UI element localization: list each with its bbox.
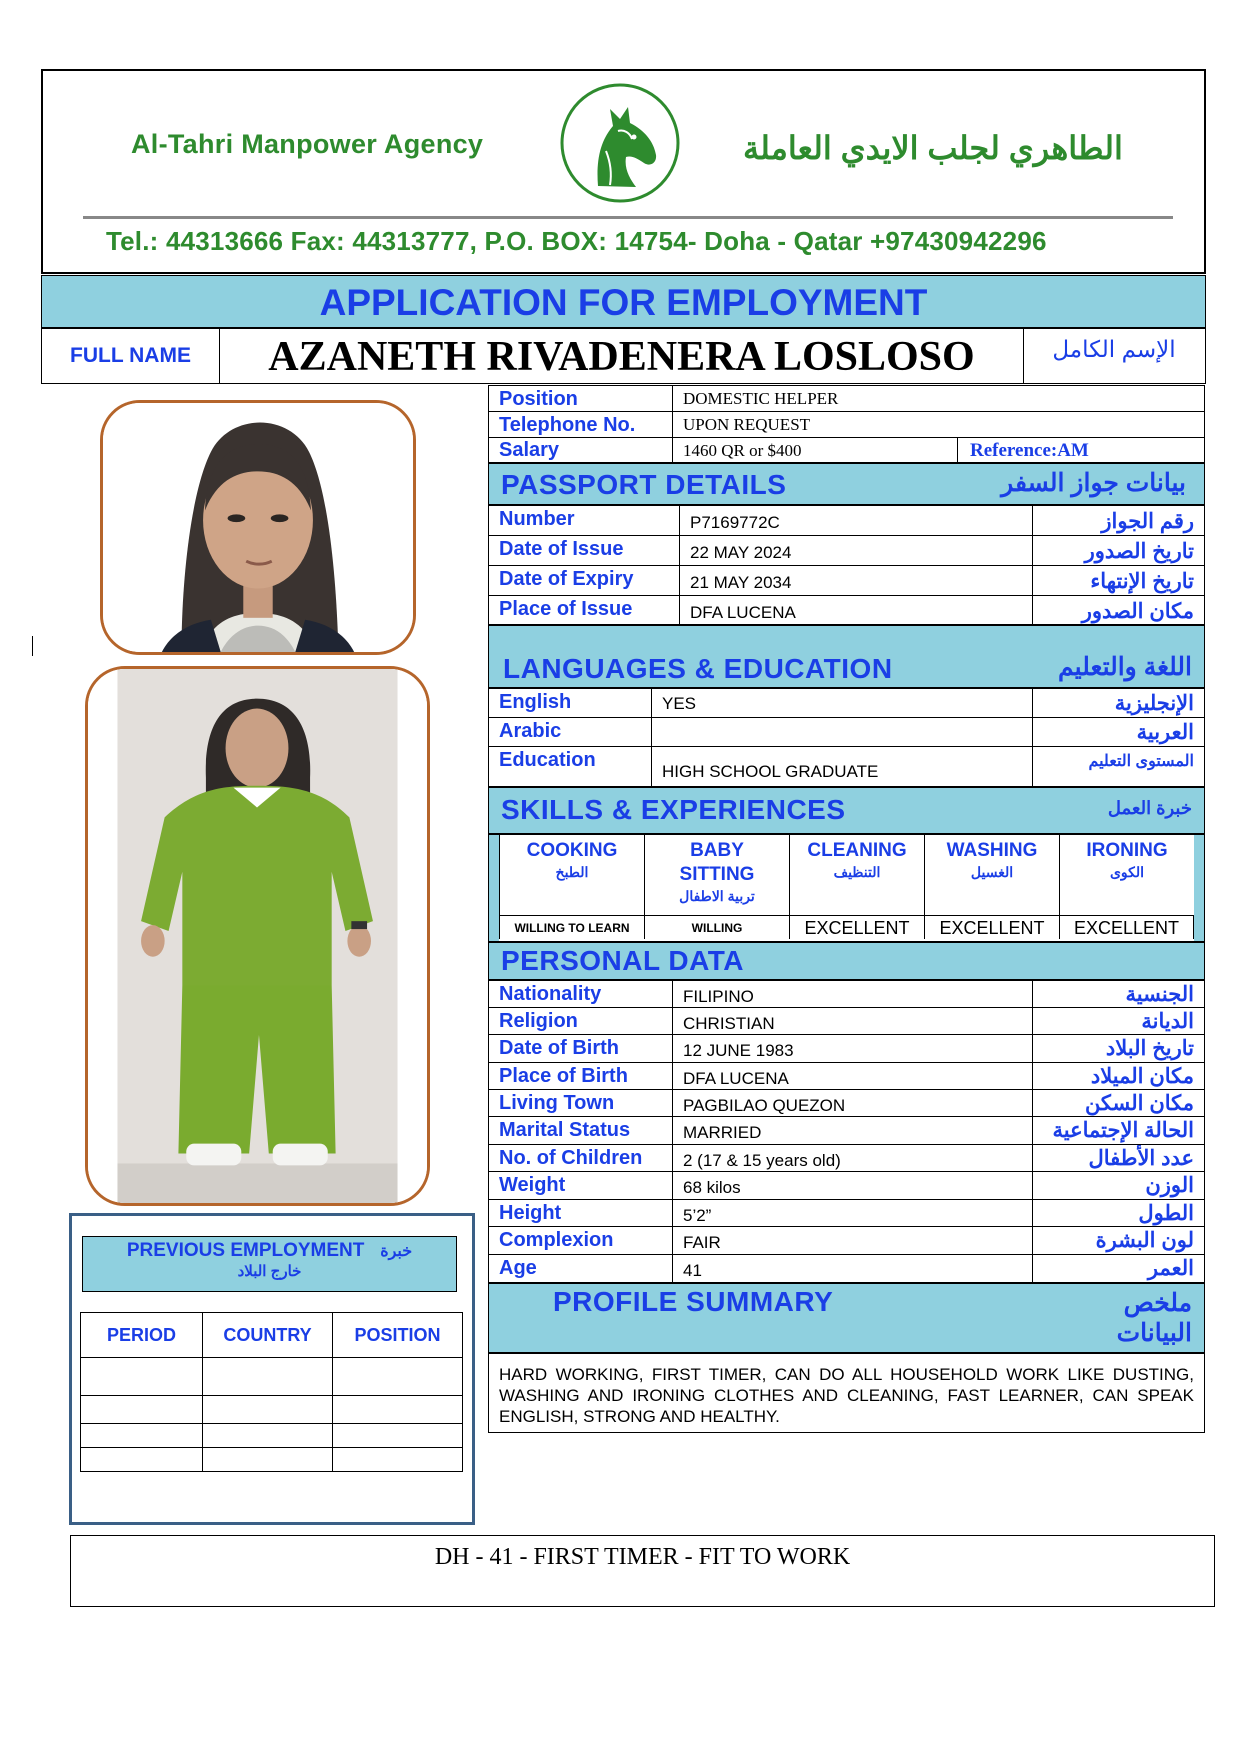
personal-title: PERSONAL DATA — [501, 945, 744, 976]
telephone-value: UPON REQUEST — [672, 412, 1204, 437]
date-of-birth-label-ar: تاريخ البلاد — [1032, 1035, 1204, 1062]
table-divider — [81, 1447, 462, 1448]
table-row — [489, 506, 1204, 536]
table-row — [489, 718, 1204, 747]
nationality-label: Nationality — [499, 983, 602, 1005]
table-row — [489, 566, 1204, 596]
table-row — [489, 1255, 1204, 1283]
marital-status-label-ar: الحالة الإجتماعية — [1032, 1117, 1204, 1144]
passport-section-header — [488, 463, 1205, 505]
children-value: 2 (17 & 15 years old) — [672, 1145, 1032, 1171]
stray-mark — [32, 636, 33, 656]
age-label: Age — [499, 1257, 537, 1279]
salary-label: Salary — [499, 439, 560, 461]
table-row — [489, 1008, 1204, 1035]
table-row — [489, 1063, 1204, 1090]
height-value: 5’2” — [672, 1200, 1032, 1226]
education-label: Education — [499, 749, 596, 771]
table-row — [489, 689, 1204, 718]
table-row — [489, 438, 1204, 463]
column-country: COUNTRY — [202, 1313, 332, 1357]
date-of-expiry-label: Date of Expiry — [499, 568, 634, 590]
passport-number-label-ar: رقم الجواز — [1032, 506, 1204, 535]
previous-employment-box — [69, 1213, 475, 1525]
languages-section-header — [488, 625, 1205, 688]
table-row — [489, 1035, 1204, 1063]
skill-cleaning — [789, 835, 924, 915]
arabic-value — [651, 718, 1032, 746]
full-name-label: FULL NAME — [42, 329, 220, 383]
table-row — [489, 386, 1204, 412]
date-of-birth-label: Date of Birth — [499, 1037, 619, 1059]
skills-grid — [499, 835, 1194, 941]
skill-name: COOKING — [526, 840, 618, 861]
passport-title-ar: بيانات جواز السفر — [1001, 469, 1186, 497]
passport-title: PASSPORT DETAILS — [501, 469, 787, 500]
living-town-label: Living Town — [499, 1092, 615, 1114]
skill-name: WASHING — [946, 840, 1038, 861]
passport-number-value: P7169772C — [679, 506, 1032, 535]
skills-title: SKILLS & EXPERIENCES — [501, 794, 846, 825]
religion-value: CHRISTIAN — [672, 1008, 1032, 1034]
english-label: English — [499, 691, 572, 713]
full-name-row — [41, 328, 1206, 384]
profile-title-ar-1: ملخص — [1123, 1289, 1192, 1317]
skill-name: IRONING — [1086, 840, 1168, 861]
complexion-label-ar: لون البشرة — [1032, 1227, 1204, 1254]
place-of-issue-label: Place of Issue — [499, 598, 633, 620]
previous-employment-title-ar-2: خارج البلاد — [237, 1263, 302, 1280]
living-town-value: PAGBILAO QUEZON — [672, 1090, 1032, 1116]
table-divider — [81, 1357, 462, 1358]
position-value: DOMESTIC HELPER — [672, 386, 1204, 411]
skills-title-ar: خبرة العمل — [1107, 798, 1192, 818]
date-of-birth-value: 12 JUNE 1983 — [672, 1035, 1032, 1062]
skill-name: CLEANING — [807, 840, 907, 861]
profile-title: PROFILE SUMMARY — [553, 1286, 834, 1317]
english-label-ar: الإنجليزية — [1032, 689, 1204, 717]
languages-title: LANGUAGES & EDUCATION — [503, 653, 893, 684]
skill-name-ar: الكوى — [1109, 864, 1145, 880]
complexion-label: Complexion — [499, 1229, 614, 1251]
portrait-photo — [100, 400, 416, 655]
religion-label-ar: الديانة — [1032, 1008, 1204, 1034]
skill-level-cooking: WILLING TO LEARN — [499, 915, 644, 939]
passport-number-label: Number — [499, 508, 575, 530]
table-row — [489, 981, 1204, 1008]
telephone-label: Telephone No. — [499, 414, 636, 436]
skill-name-ar: الطبخ — [555, 864, 589, 880]
skill-name: BABY — [690, 840, 744, 861]
date-of-issue-value: 22 MAY 2024 — [679, 536, 1032, 565]
date-of-expiry-label-ar: تاريخ الإنتهاء — [1032, 566, 1204, 595]
nationality-value: FILIPINO — [672, 981, 1032, 1007]
header-divider — [83, 216, 1173, 219]
weight-value: 68 kilos — [672, 1172, 1032, 1199]
agency-name-en: Al-Tahri Manpower Agency — [131, 129, 484, 159]
marital-status-value: MARRIED — [672, 1117, 1032, 1144]
living-town-label-ar: مكان السكن — [1032, 1090, 1204, 1116]
nationality-label-ar: الجنسية — [1032, 981, 1204, 1007]
children-label: No. of Children — [499, 1147, 643, 1169]
personal-section-header — [488, 942, 1205, 980]
place-of-birth-label: Place of Birth — [499, 1065, 628, 1087]
previous-employment-header — [82, 1236, 457, 1292]
column-position: POSITION — [332, 1313, 462, 1357]
agency-name-ar: الطاهري لجلب الايدي العاملة — [743, 130, 1123, 166]
table-divider — [81, 1395, 462, 1396]
skill-level-baby-sitting: WILLING — [644, 915, 789, 939]
job-info-table — [488, 385, 1205, 463]
complexion-value: FAIR — [672, 1227, 1032, 1254]
skill-cooking — [499, 835, 644, 915]
skill-washing — [924, 835, 1059, 915]
skill-level-cleaning: EXCELLENT — [789, 915, 924, 939]
skill-level-ironing: EXCELLENT — [1059, 915, 1194, 939]
table-row — [489, 596, 1204, 625]
skill-name-line2: SITTING — [679, 864, 755, 885]
full-body-photo — [85, 666, 430, 1206]
skill-ironing — [1059, 835, 1194, 915]
weight-label: Weight — [499, 1174, 566, 1196]
salary-value: 1460 QR or $400 — [672, 438, 957, 463]
table-row — [489, 747, 1204, 787]
agency-contact: Tel.: 44313666 Fax: 44313777, P.O. BOX: 14754- Doha - Qatar +97430942296 — [106, 226, 1047, 256]
date-of-issue-label-ar: تاريخ الصدور — [1032, 536, 1204, 565]
table-row — [489, 536, 1204, 566]
weight-label-ar: الوزن — [1032, 1172, 1204, 1199]
table-divider — [202, 1357, 203, 1471]
languages-title-ar: اللغة والتعليم — [1058, 653, 1192, 681]
place-of-issue-label-ar: مكان الصدور — [1032, 596, 1204, 625]
age-label-ar: العمر — [1032, 1255, 1204, 1283]
full-name-value: AZANETH RIVADENERA LOSLOSO — [220, 329, 1024, 383]
religion-label: Religion — [499, 1010, 578, 1032]
skills-section-header — [488, 787, 1205, 834]
previous-employment-table — [80, 1312, 463, 1472]
table-row — [489, 1200, 1204, 1227]
agency-header — [41, 69, 1206, 274]
profile-title-ar-2: البيانات — [1116, 1319, 1192, 1347]
status-footer: DH - 41 - FIRST TIMER - FIT TO WORK — [70, 1535, 1215, 1607]
column-period: PERIOD — [106, 1325, 176, 1345]
arabic-label-ar: العربية — [1032, 718, 1204, 746]
skill-name-ar: التنظيف — [833, 864, 881, 880]
personal-table — [488, 980, 1205, 1283]
education-label-ar: المستوى التعليم — [1032, 747, 1204, 787]
height-label-ar: الطول — [1032, 1200, 1204, 1226]
arabic-label: Arabic — [499, 720, 562, 742]
full-name-label-ar: الإسم الكامل — [1052, 336, 1176, 362]
table-row — [489, 412, 1204, 438]
skill-level-washing: EXCELLENT — [924, 915, 1059, 939]
children-label-ar: عدد الأطفال — [1032, 1145, 1204, 1171]
place-of-birth-value: DFA LUCENA — [672, 1063, 1032, 1089]
table-row — [489, 1145, 1204, 1172]
date-of-expiry-value: 21 MAY 2034 — [679, 566, 1032, 595]
age-value: 41 — [672, 1255, 1032, 1283]
languages-table — [488, 688, 1205, 787]
skill-baby-sitting — [644, 835, 789, 915]
page-title: APPLICATION FOR EMPLOYMENT — [41, 275, 1206, 328]
profile-section-header — [488, 1283, 1205, 1353]
profile-summary-text: HARD WORKING, FIRST TIMER, CAN DO ALL HOUSEHOLD WORK LIKE DUSTING, WASHING AND IRONING CLOTHES AND CLEANING, FAST LEARNER, CAN SPEAK ENGLISH, STRONG AND HEALTHY. — [499, 1365, 1194, 1426]
horse-head-icon — [558, 81, 683, 206]
skills-table — [488, 834, 1205, 942]
profile-summary-box — [488, 1353, 1205, 1433]
skill-name-ar: الغسيل — [970, 864, 1014, 880]
table-row — [489, 1227, 1204, 1255]
table-row — [489, 1172, 1204, 1200]
skill-name-ar: تربية الاطفال — [679, 888, 755, 904]
height-label: Height — [499, 1202, 562, 1224]
table-divider — [81, 1423, 462, 1424]
education-value: HIGH SCHOOL GRADUATE — [651, 747, 1032, 787]
table-row — [489, 1090, 1204, 1117]
table-row — [489, 1117, 1204, 1145]
english-value: YES — [651, 689, 1032, 717]
position-label: Position — [499, 388, 578, 410]
previous-employment-title: PREVIOUS EMPLOYMENT — [126, 1240, 365, 1261]
place-of-issue-value: DFA LUCENA — [679, 596, 1032, 625]
previous-employment-title-ar-1: خبرة — [380, 1243, 413, 1260]
reference-value: Reference:AM — [957, 438, 1204, 463]
date-of-issue-label: Date of Issue — [499, 538, 624, 560]
marital-status-label: Marital Status — [499, 1119, 631, 1141]
table-divider — [332, 1357, 333, 1471]
passport-table — [488, 505, 1205, 625]
place-of-birth-label-ar: مكان الميلاد — [1032, 1063, 1204, 1089]
